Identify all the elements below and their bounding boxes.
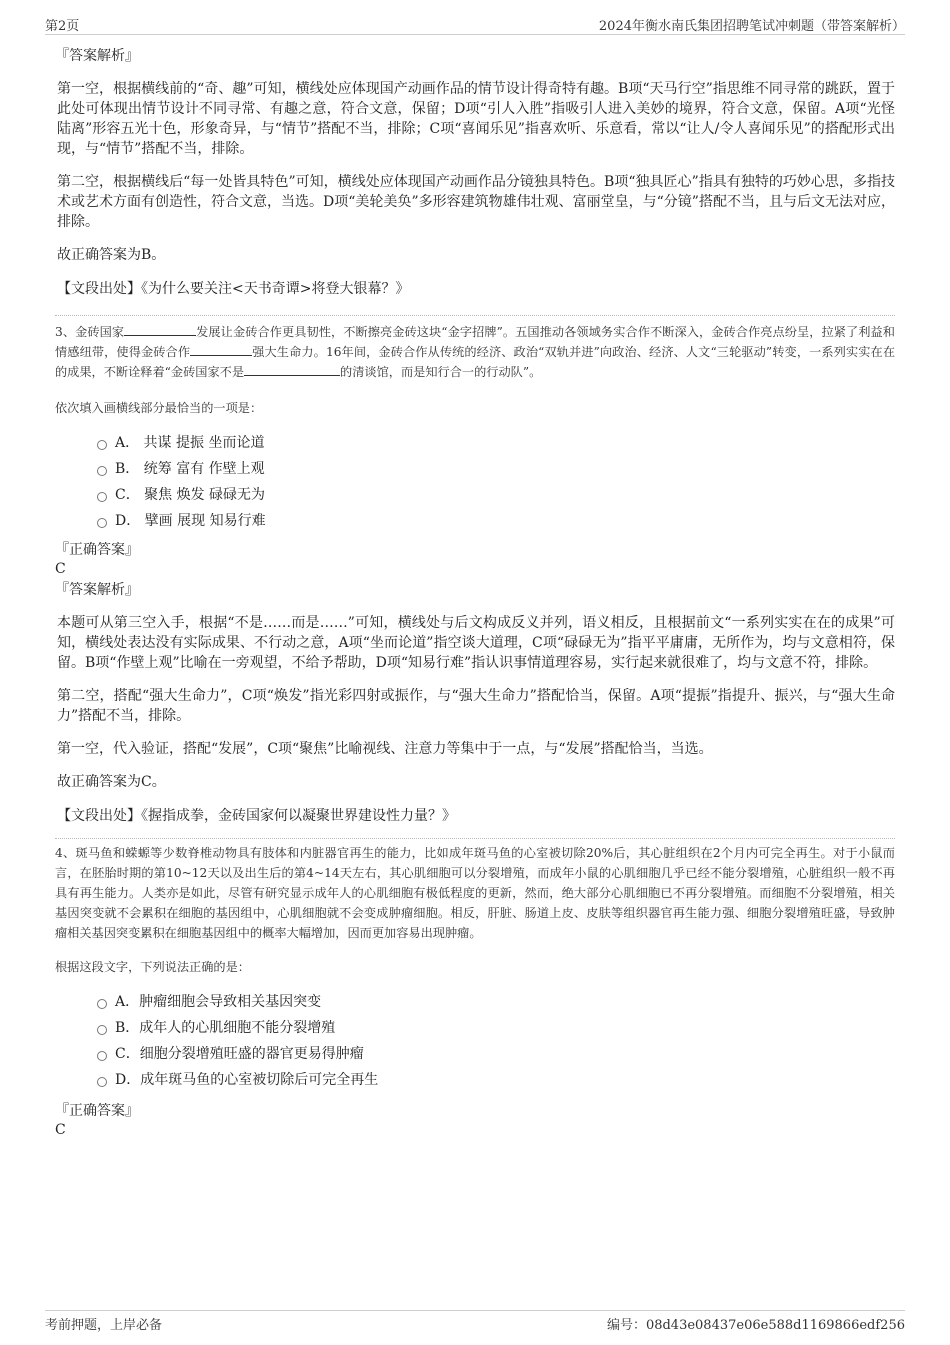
q3-analysis-para: 本题可从第三空入手，根据“不是……而是……”可知，横线处与后文构成反义并列，语义相反，且根据前文“一系列实实在在的成果”可知，横线处表达没有实际成果、不行动之意，A项“坐而论道”指空谈大道理，C项“碌碌无为”指平平庸庸，无所作为，均与文意相符，保留。B项“作壁上观”比喻在一旁观望，不给予帮助，D项“知易行难”指认识事情道理容易，实行起来就很难了，均与文意不符，排除。 [57, 615, 895, 671]
q2-analysis-para: 第二空，根据横线后“每一处皆具特色”可知，横线处应体现国产动画作品分镜独具特色。B项“独具匠心”指具有独特的巧妙心思，多指技术或艺术方面有创造性，符合文意，当选。D项“美轮美奂”多形容建筑物雄伟壮观、富丽堂皇，与“分镜”搭配不当，且与后文无法对应，排除。 [57, 174, 895, 230]
q3-analysis-label: 『答案解析』 [55, 582, 139, 598]
q2-conclusion: 故正确答案为B。 [57, 247, 166, 263]
q3-option-b[interactable]: B． 统筹 富有 作壁上观 [97, 456, 895, 482]
q4-prompt: 根据这段文字，下列说法正确的是： [55, 960, 250, 974]
q3-answer: C [55, 561, 66, 577]
q3-prompt: 依次填入画横线部分最恰当的一项是： [55, 401, 263, 415]
q3-option-c[interactable]: C． 聚焦 焕发 碌碌无为 [97, 482, 895, 508]
radio-icon[interactable] [97, 466, 107, 476]
q3-analysis-para: 第二空，搭配“强大生命力”，C项“焕发”指光彩四射或振作，与“强大生命力”搭配恰当，保留。A项“提振”指提升、振兴，与“强大生命力”搭配不当，排除。 [57, 688, 895, 724]
q3-options [55, 430, 895, 534]
q4-options [55, 989, 895, 1093]
q2-analysis-block [55, 46, 895, 299]
blank-2 [190, 343, 252, 356]
q4-option-c[interactable]: C．细胞分裂增殖旺盛的器官更易得肿瘤 [97, 1041, 895, 1067]
document-code: 编号：08d43e08437e06e588d1169866edf256 [606, 1318, 905, 1333]
footer-slogan: 考前押题，上岸必备 [45, 1318, 163, 1333]
radio-icon[interactable] [97, 440, 107, 450]
q3-source: 【文段出处】《握指成拳，金砖国家何以凝聚世界建设性力量？》 [57, 808, 456, 824]
page-header [45, 12, 905, 35]
radio-icon[interactable] [97, 1077, 107, 1087]
q3-analysis-para: 第一空，代入验证，搭配“发展”，C项“聚焦”比喻视线、注意力等集中于一点，与“发展”搭配恰当，当选。 [57, 741, 713, 757]
blank-1 [124, 323, 196, 336]
question-3 [55, 316, 895, 826]
blank-3 [244, 363, 340, 376]
q3-stem: 3、金砖国家 发展让金砖合作更具韧性，不断擦亮金砖这块“金字招牌”。五国推动各领域务实合作不断深入，金砖合作亮点纷呈，拉紧了利益和情感纽带，使得金砖合作 强大生命力。16年间，金砖合作从传统的经济、政治“双轨并进”向政治、经济、人文“三轮驱动”转变，一系列实实在在的成果，不断诠释着“金砖国家不是 的清谈馆，而是知行合一的行动队”。 [55, 325, 896, 379]
q3-option-a[interactable]: A． 共谋 提振 坐而论道 [97, 430, 895, 456]
q3-answer-label: 『正确答案』 [55, 542, 139, 558]
document-title: 2024年衡水南氏集团招聘笔试冲刺题（带答案解析） [598, 19, 905, 34]
q2-source: 【文段出处】《为什么要关注<天书奇谭>将登大银幕？》 [57, 281, 410, 297]
question-4 [55, 839, 895, 1139]
main-content [55, 46, 895, 1139]
radio-icon[interactable] [97, 999, 107, 1009]
radio-icon[interactable] [97, 1025, 107, 1035]
q4-stem: 4、斑马鱼和蝾螈等少数脊椎动物具有肢体和内脏器官再生的能力，比如成年斑马鱼的心室被切除20%后，其心脏组织在2个月内可完全再生。对于小鼠而言，在胚胎时期的第10~12天以及出生后的第4~14天左右，其心肌细胞可以分裂增殖，而成年小鼠的心肌细胞几乎已经不能分裂增殖，心脏组织一般不再具有再生能力。人类亦是如此，尽管有研究显示成年人的心肌细胞有极低程度的更新，然而，绝大部分心肌细胞已不再分裂增殖。而细胞不分裂增殖，相关基因突变就不会累积在细胞的基因组中，心肌细胞就不会变成肿瘤细胞。相反，肝脏、肠道上皮、皮肤等组织器官再生能力强、细胞分裂增殖旺盛，导致肿瘤相关基因突变累积在细胞基因组中的概率大幅增加，因而更加容易出现肿瘤。 [55, 846, 895, 940]
q2-analysis-para: 第一空，根据横线前的“奇、趣”可知，横线处应体现国产动画作品的情节设计得奇特有趣。B项“天马行空”指思维不同寻常的跳跃，置于此处可体现出情节设计不同寻常、有趣之意，符合文意，保留；D项“引人入胜”指吸引人进入美妙的境界，符合文意，保留。A项“光怪陆离”形容五光十色，形象奇异，与“情节”搭配不当，排除；C项“喜闻乐见”指喜欢听、乐意看，常以“让人/令人喜闻乐见”的搭配形式出现，与“情节”搭配不当，排除。 [57, 81, 895, 157]
q4-answer-label: 『正确答案』 [55, 1103, 139, 1119]
radio-icon[interactable] [97, 1051, 107, 1061]
page-footer [45, 1310, 905, 1335]
q3-conclusion: 故正确答案为C。 [57, 774, 166, 790]
q2-analysis-label: 『答案解析』 [55, 48, 139, 64]
radio-icon[interactable] [97, 492, 107, 502]
q4-option-a[interactable]: A．肿瘤细胞会导致相关基因突变 [97, 989, 895, 1015]
radio-icon[interactable] [97, 518, 107, 528]
q3-option-d[interactable]: D． 擘画 展现 知易行难 [97, 508, 895, 534]
q4-option-d[interactable]: D．成年斑马鱼的心室被切除后可完全再生 [97, 1067, 895, 1093]
q4-option-b[interactable]: B．成年人的心肌细胞不能分裂增殖 [97, 1015, 895, 1041]
page-number: 第2页 [45, 19, 80, 34]
q4-answer: C [55, 1122, 66, 1138]
